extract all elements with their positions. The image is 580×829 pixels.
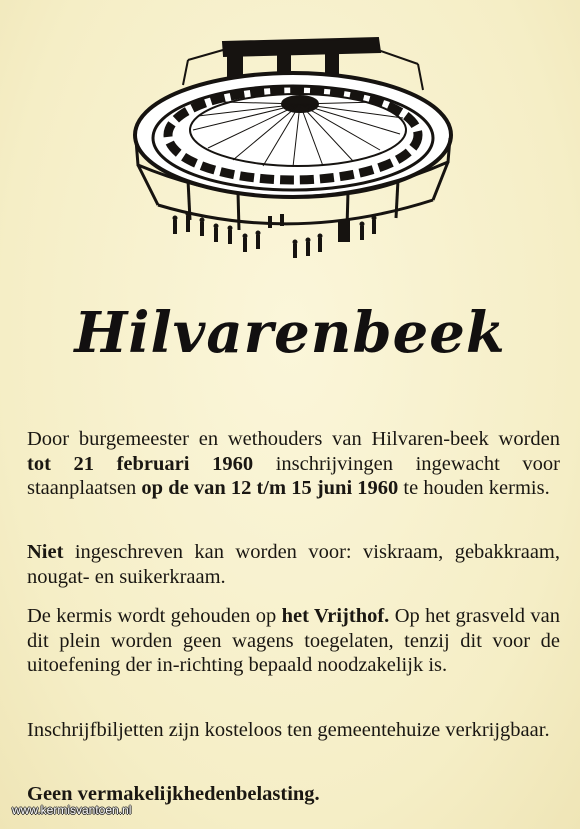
p1-dates: op de van 12 t/m 15 juni 1960 <box>141 477 399 499</box>
p2-not: Niet <box>27 541 64 563</box>
paragraph-exclusions <box>27 540 560 589</box>
p2-text-1: ingeschreven kan worden voor: viskraam, gebakkraam, nougat- en suikerkraam. <box>27 541 560 588</box>
p3-location: het Vrijthof. <box>281 605 390 627</box>
p1-text-1: Door burgemeester en wethouders van Hilvaren-beek worden <box>27 428 560 450</box>
p3-text-1: De kermis wordt gehouden op <box>27 605 282 627</box>
p1-text-2: inschrijvingen ingewacht voor staanplaatsen <box>27 452 561 499</box>
p5-text-1: Geen vermakelijkhedenbelasting. <box>27 783 320 805</box>
paragraph-registration <box>27 427 560 501</box>
p1-text-3: te houden kermis. <box>398 477 550 499</box>
p1-deadline: tot 21 februari 1960 <box>27 452 254 475</box>
watermark-url: www.kermisvantoen.nl <box>12 803 132 817</box>
carousel-illustration <box>128 30 458 265</box>
p4-text-1: Inschrijfbiljetten zijn kosteloos ten gemeentehuize verkrijgbaar. <box>27 719 550 741</box>
paragraph-location <box>27 604 560 678</box>
paragraph-forms <box>27 718 560 743</box>
p3-text-2: Op het grasveld van dit plein worden geen wagens toegelaten, tenzij dit voor de uitoefening der in-richting bepaald noodzakelijk is. <box>27 605 560 676</box>
town-title: Hilvarenbeek <box>74 300 506 366</box>
